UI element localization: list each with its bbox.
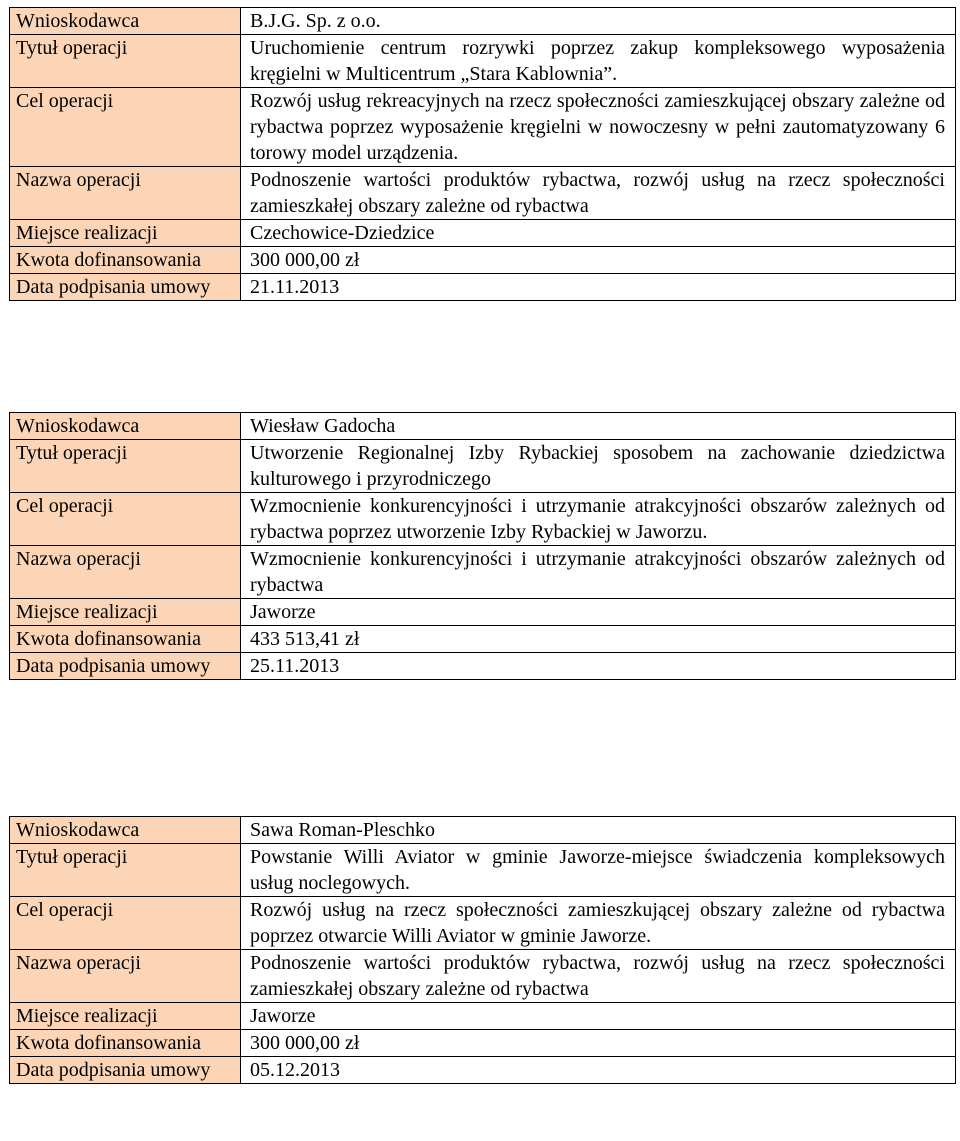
label-date: Data podpisania umowy bbox=[10, 274, 241, 301]
value-amount: 300 000,00 zł bbox=[241, 247, 956, 274]
value-date: 05.12.2013 bbox=[241, 1057, 956, 1084]
row-name bbox=[10, 950, 956, 1003]
value-amount: 433 513,41 zł bbox=[241, 626, 956, 653]
row-name bbox=[10, 546, 956, 599]
row-place bbox=[10, 1003, 956, 1030]
value-place: Jaworze bbox=[241, 599, 956, 626]
label-date: Data podpisania umowy bbox=[10, 1057, 241, 1084]
label-title: Tytuł operacji bbox=[10, 35, 241, 88]
operation-table-1 bbox=[9, 7, 956, 301]
label-goal: Cel operacji bbox=[10, 897, 241, 950]
label-name: Nazwa operacji bbox=[10, 167, 241, 220]
label-applicant: Wnioskodawca bbox=[10, 817, 241, 844]
row-title bbox=[10, 35, 956, 88]
value-title: Powstanie Willi Aviator w gminie Jaworze-miejsce świadczenia kompleksowych usług noclegowych. bbox=[241, 844, 956, 897]
row-place bbox=[10, 599, 956, 626]
label-place: Miejsce realizacji bbox=[10, 1003, 241, 1030]
value-name: Podnoszenie wartości produktów rybactwa, rozwój usług na rzecz społeczności zamieszkałej obszary zależne od rybactwa bbox=[241, 950, 956, 1003]
row-date bbox=[10, 653, 956, 680]
row-applicant bbox=[10, 413, 956, 440]
row-amount bbox=[10, 626, 956, 653]
row-place bbox=[10, 220, 956, 247]
value-date: 25.11.2013 bbox=[241, 653, 956, 680]
row-goal bbox=[10, 897, 956, 950]
value-place: Jaworze bbox=[241, 1003, 956, 1030]
row-applicant bbox=[10, 8, 956, 35]
value-applicant: B.J.G. Sp. z o.o. bbox=[241, 8, 956, 35]
value-date: 21.11.2013 bbox=[241, 274, 956, 301]
value-name: Wzmocnienie konkurencyjności i utrzymanie atrakcyjności obszarów zależnych od rybactwa bbox=[241, 546, 956, 599]
row-title bbox=[10, 844, 956, 897]
value-title: Utworzenie Regionalnej Izby Rybackiej sposobem na zachowanie dziedzictwa kulturowego i przyrodniczego bbox=[241, 440, 956, 493]
row-applicant bbox=[10, 817, 956, 844]
label-name: Nazwa operacji bbox=[10, 546, 241, 599]
row-name bbox=[10, 167, 956, 220]
row-goal bbox=[10, 493, 956, 546]
operation-table-2 bbox=[9, 412, 956, 680]
label-place: Miejsce realizacji bbox=[10, 220, 241, 247]
row-amount bbox=[10, 1030, 956, 1057]
row-date bbox=[10, 1057, 956, 1084]
label-amount: Kwota dofinansowania bbox=[10, 1030, 241, 1057]
label-amount: Kwota dofinansowania bbox=[10, 247, 241, 274]
row-amount bbox=[10, 247, 956, 274]
row-title bbox=[10, 440, 956, 493]
label-goal: Cel operacji bbox=[10, 88, 241, 167]
label-date: Data podpisania umowy bbox=[10, 653, 241, 680]
label-applicant: Wnioskodawca bbox=[10, 8, 241, 35]
value-applicant: Sawa Roman-Pleschko bbox=[241, 817, 956, 844]
label-title: Tytuł operacji bbox=[10, 844, 241, 897]
value-goal: Rozwój usług na rzecz społeczności zamieszkującej obszary zależne od rybactwa poprzez otwarcie Willi Aviator w gminie Jaworze. bbox=[241, 897, 956, 950]
label-amount: Kwota dofinansowania bbox=[10, 626, 241, 653]
row-date bbox=[10, 274, 956, 301]
label-name: Nazwa operacji bbox=[10, 950, 241, 1003]
row-goal bbox=[10, 88, 956, 167]
value-applicant: Wiesław Gadocha bbox=[241, 413, 956, 440]
value-goal: Rozwój usług rekreacyjnych na rzecz społeczności zamieszkującej obszary zależne od rybactwa poprzez wyposażenie kręgielni w nowoczesny w pełni zautomatyzowany 6 torowy model urządzenia. bbox=[241, 88, 956, 167]
label-place: Miejsce realizacji bbox=[10, 599, 241, 626]
label-title: Tytuł operacji bbox=[10, 440, 241, 493]
value-name: Podnoszenie wartości produktów rybactwa, rozwój usług na rzecz społeczności zamieszkałej obszary zależne od rybactwa bbox=[241, 167, 956, 220]
label-goal: Cel operacji bbox=[10, 493, 241, 546]
value-amount: 300 000,00 zł bbox=[241, 1030, 956, 1057]
value-title: Uruchomienie centrum rozrywki poprzez zakup kompleksowego wyposażenia kręgielni w Multicentrum „Stara Kablownia”. bbox=[241, 35, 956, 88]
value-place: Czechowice-Dziedzice bbox=[241, 220, 956, 247]
label-applicant: Wnioskodawca bbox=[10, 413, 241, 440]
operation-table-3 bbox=[9, 816, 956, 1084]
value-goal: Wzmocnienie konkurencyjności i utrzymanie atrakcyjności obszarów zależnych od rybactwa poprzez utworzenie Izby Rybackiej w Jaworzu. bbox=[241, 493, 956, 546]
